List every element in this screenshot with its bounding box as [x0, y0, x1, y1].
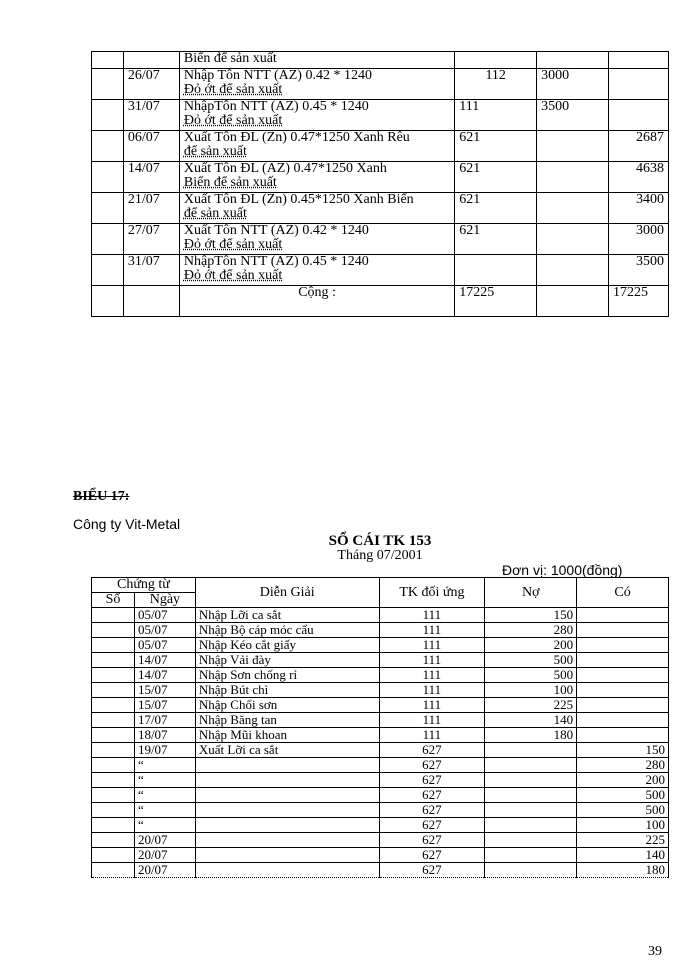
ledger-tk: 111	[379, 608, 485, 623]
ledger-row	[92, 698, 669, 713]
ledger-so	[92, 833, 135, 848]
top-tk: 621	[455, 131, 537, 162]
ledger-dien-giai	[195, 833, 379, 848]
ledger-no: 280	[485, 623, 577, 638]
ledger-ngay: 17/07	[134, 713, 195, 728]
ledger-row	[92, 638, 669, 653]
ledger-co: 225	[577, 833, 669, 848]
ledger-so	[92, 623, 135, 638]
ledger-no	[485, 773, 577, 788]
header-no: Nợ	[485, 578, 577, 608]
top-total-tk: 17225	[455, 286, 537, 317]
ledger-tk: 627	[379, 788, 485, 803]
ledger-dien-giai: Nhập Băng tan	[195, 713, 379, 728]
ledger-so	[92, 698, 135, 713]
top-tk: 111	[455, 100, 537, 131]
top-tk: 112	[455, 69, 537, 100]
ledger-row	[92, 728, 669, 743]
top-co: 3000	[609, 224, 669, 255]
ledger-ngay: 20/07	[134, 833, 195, 848]
ledger-row	[92, 758, 669, 773]
ledger-so	[92, 668, 135, 683]
ledger-dien-giai: Nhập Kéo cắt giấy	[195, 638, 379, 653]
top-table-row	[92, 193, 669, 224]
ledger-no: 150	[485, 608, 577, 623]
ledger-co: 200	[577, 773, 669, 788]
ledger-no	[485, 863, 577, 878]
ledger-no: 200	[485, 638, 577, 653]
top-date: 21/07	[123, 193, 179, 224]
company-name: Công ty Vit-Metal	[73, 516, 181, 532]
top-date: 26/07	[123, 69, 179, 100]
top-description	[179, 52, 454, 69]
top-desc-line2: Đỏ ớt để sản xuất	[183, 237, 283, 252]
top-table-row	[92, 131, 669, 162]
ledger-tk: 627	[379, 818, 485, 833]
ledger-co: 150	[577, 743, 669, 758]
top-no	[537, 224, 609, 255]
ledger-co: 500	[577, 803, 669, 818]
top-no: 3500	[537, 100, 609, 131]
ledger-row	[92, 848, 669, 863]
top-desc-line1: Xuất Tôn ĐL (Zn) 0.45*1250 Xanh Biển	[183, 192, 414, 207]
top-no	[537, 162, 609, 193]
top-desc-line1: NhậpTôn NTT (AZ) 0.45 * 1240	[183, 254, 369, 269]
ledger-dien-giai	[195, 788, 379, 803]
top-total-co: 17225	[609, 286, 669, 317]
top-desc-line1: Nhập Tôn NTT (AZ) 0.42 * 1240	[183, 68, 372, 83]
ledger-co	[577, 683, 669, 698]
ledger-dien-giai: Nhập Chổi sơn	[195, 698, 379, 713]
ledger-so	[92, 848, 135, 863]
top-co: 3400	[609, 193, 669, 224]
ledger-ngay: 15/07	[134, 683, 195, 698]
ledger-co	[577, 668, 669, 683]
ledger-dien-giai	[195, 803, 379, 818]
ledger-ngay: 19/07	[134, 743, 195, 758]
top-date	[123, 52, 179, 69]
top-date: 27/07	[123, 224, 179, 255]
top-desc-line2: Đỏ ớt để sản xuất	[183, 82, 283, 97]
header-co: Có	[577, 578, 669, 608]
top-description	[179, 162, 454, 193]
ledger-tk: 627	[379, 833, 485, 848]
ledger-tk: 111	[379, 698, 485, 713]
ledger-ngay: 05/07	[134, 608, 195, 623]
header-so: Số	[92, 593, 135, 608]
top-table-row	[92, 224, 669, 255]
ledger-ngay: 20/07	[134, 848, 195, 863]
ledger-dien-giai: Nhập Bộ cáp móc cẩu	[195, 623, 379, 638]
ledger-ngay: “	[134, 818, 195, 833]
top-empty-cell	[537, 286, 609, 317]
top-co	[609, 52, 669, 69]
top-co	[609, 69, 669, 100]
top-no	[537, 255, 609, 286]
ledger-no	[485, 758, 577, 773]
ledger-ngay: 05/07	[134, 623, 195, 638]
top-desc-line2: để sản xuất	[183, 206, 247, 221]
top-date: 31/07	[123, 255, 179, 286]
header-ngay: Ngày	[134, 593, 195, 608]
ledger-row	[92, 713, 669, 728]
top-ledger-table	[91, 51, 669, 317]
ledger-so	[92, 683, 135, 698]
ledger-row	[92, 788, 669, 803]
ledger-dien-giai	[195, 863, 379, 878]
ledger-no: 100	[485, 683, 577, 698]
ledger-row	[92, 623, 669, 638]
top-tk	[455, 52, 537, 69]
ledger-tk: 627	[379, 743, 485, 758]
ledger-title: SỔ CÁI TK 153	[328, 533, 432, 549]
ledger-co	[577, 638, 669, 653]
top-tk	[455, 255, 537, 286]
ledger-so	[92, 818, 135, 833]
top-empty-cell	[92, 162, 124, 193]
ledger-so	[92, 743, 135, 758]
top-co	[609, 100, 669, 131]
top-description	[179, 193, 454, 224]
top-table-row	[92, 69, 669, 100]
ledger-ngay: “	[134, 758, 195, 773]
top-empty-cell	[92, 69, 124, 100]
ledger-no: 500	[485, 653, 577, 668]
top-desc-line2: Biển để sản xuất	[183, 175, 277, 190]
ledger-ngay: 20/07	[134, 863, 195, 878]
top-no	[537, 52, 609, 69]
ledger-ngay: “	[134, 803, 195, 818]
ledger-table-tk153	[91, 577, 669, 878]
ledger-tk: 111	[379, 713, 485, 728]
ledger-so	[92, 803, 135, 818]
ledger-tk: 627	[379, 758, 485, 773]
ledger-tk: 111	[379, 683, 485, 698]
ledger-no: 500	[485, 668, 577, 683]
ledger-tk: 627	[379, 863, 485, 878]
ledger-co	[577, 728, 669, 743]
ledger-no: 180	[485, 728, 577, 743]
ledger-ngay: 18/07	[134, 728, 195, 743]
top-desc-line2: Đỏ ớt để sản xuất	[183, 113, 283, 128]
top-date: 31/07	[123, 100, 179, 131]
top-desc-line2: để sản xuất	[183, 144, 247, 159]
top-tk: 621	[455, 224, 537, 255]
top-table-row	[92, 52, 669, 69]
ledger-month: Tháng 07/2001	[337, 548, 423, 563]
ledger-co	[577, 698, 669, 713]
top-desc-line1: NhậpTôn NTT (AZ) 0.45 * 1240	[183, 99, 369, 114]
ledger-dien-giai: Nhập Lỡi ca sắt	[195, 608, 379, 623]
top-desc-line2: Đỏ ớt để sản xuất	[183, 268, 283, 283]
ledger-dien-giai: Nhập Sơn chống rỉ	[195, 668, 379, 683]
top-table-row	[92, 100, 669, 131]
ledger-row	[92, 683, 669, 698]
header-chung-tu: Chứng từ	[92, 578, 196, 593]
header-dien-giai: Diễn Giải	[195, 578, 379, 608]
ledger-tk: 111	[379, 668, 485, 683]
top-desc-line1: Xuất Tôn NTT (AZ) 0.42 * 1240	[183, 223, 369, 238]
ledger-dien-giai	[195, 758, 379, 773]
ledger-ngay: “	[134, 788, 195, 803]
top-co: 4638	[609, 162, 669, 193]
top-description	[179, 100, 454, 131]
ledger-co	[577, 623, 669, 638]
ledger-co	[577, 608, 669, 623]
ledger-so	[92, 638, 135, 653]
top-tk: 621	[455, 193, 537, 224]
ledger-row	[92, 863, 669, 878]
ledger-no	[485, 743, 577, 758]
ledger-co: 280	[577, 758, 669, 773]
ledger-tk: 627	[379, 803, 485, 818]
ledger-so	[92, 773, 135, 788]
ledger-so	[92, 788, 135, 803]
ledger-no	[485, 848, 577, 863]
top-date: 06/07	[123, 131, 179, 162]
ledger-dien-giai: Xuất Lỡi ca sắt	[195, 743, 379, 758]
ledger-so	[92, 608, 135, 623]
top-empty-cell	[92, 224, 124, 255]
ledger-tk: 111	[379, 728, 485, 743]
ledger-ngay: 15/07	[134, 698, 195, 713]
ledger-row	[92, 833, 669, 848]
top-description	[179, 224, 454, 255]
ledger-co	[577, 713, 669, 728]
ledger-co: 140	[577, 848, 669, 863]
ledger-row	[92, 803, 669, 818]
top-table-row	[92, 162, 669, 193]
top-description	[179, 69, 454, 100]
ledger-tk: 111	[379, 638, 485, 653]
top-co: 2687	[609, 131, 669, 162]
header-tk-doi-ung: TK đối ứng	[379, 578, 485, 608]
top-no: 3000	[537, 69, 609, 100]
ledger-ngay: 05/07	[134, 638, 195, 653]
ledger-no: 140	[485, 713, 577, 728]
top-co: 3500	[609, 255, 669, 286]
ledger-row	[92, 653, 669, 668]
ledger-co: 180	[577, 863, 669, 878]
ledger-co	[577, 653, 669, 668]
top-empty-cell	[92, 286, 124, 317]
ledger-dien-giai: Nhập Bút chì	[195, 683, 379, 698]
ledger-no	[485, 803, 577, 818]
ledger-dien-giai: Nhập Mũi khoan	[195, 728, 379, 743]
ledger-so	[92, 758, 135, 773]
ledger-co: 100	[577, 818, 669, 833]
ledger-so	[92, 653, 135, 668]
top-empty-cell	[92, 52, 124, 69]
ledger-no	[485, 833, 577, 848]
ledger-row	[92, 743, 669, 758]
ledger-row	[92, 608, 669, 623]
ledger-dien-giai: Nhập Vải đày	[195, 653, 379, 668]
currency-unit: Đơn vị: 1000(đồng)	[502, 562, 623, 578]
top-empty-cell	[92, 255, 124, 286]
ledger-so	[92, 713, 135, 728]
top-tk: 621	[455, 162, 537, 193]
top-desc-line1: Xuất Tôn ĐL (Zn) 0.47*1250 Xanh Rêu	[183, 130, 410, 145]
ledger-no	[485, 818, 577, 833]
top-description	[179, 255, 454, 286]
ledger-ngay: 14/07	[134, 668, 195, 683]
top-empty-cell	[92, 100, 124, 131]
top-desc-line1: Biển để sản xuất	[183, 51, 277, 66]
top-date: 14/07	[123, 162, 179, 193]
ledger-so	[92, 863, 135, 878]
ledger-no: 225	[485, 698, 577, 713]
exhibit-label: BIỂU 17:	[73, 489, 130, 504]
ledger-row	[92, 818, 669, 833]
ledger-dien-giai	[195, 773, 379, 788]
top-no	[537, 131, 609, 162]
top-desc-line1: Xuất Tôn ĐL (AZ) 0.47*1250 Xanh	[183, 161, 387, 176]
ledger-row	[92, 668, 669, 683]
top-description	[179, 131, 454, 162]
top-empty-cell	[92, 131, 124, 162]
ledger-tk: 627	[379, 773, 485, 788]
page-number: 39	[648, 944, 662, 959]
ledger-no	[485, 788, 577, 803]
ledger-so	[92, 728, 135, 743]
ledger-tk: 627	[379, 848, 485, 863]
top-empty-cell	[123, 286, 179, 317]
ledger-tk: 111	[379, 653, 485, 668]
top-total-label: Cộng :	[179, 286, 454, 317]
ledger-ngay: “	[134, 773, 195, 788]
ledger-ngay: 14/07	[134, 653, 195, 668]
top-table-row	[92, 255, 669, 286]
top-no	[537, 193, 609, 224]
ledger-row	[92, 773, 669, 788]
ledger-co: 500	[577, 788, 669, 803]
ledger-dien-giai	[195, 818, 379, 833]
top-total-row	[92, 286, 669, 317]
ledger-dien-giai	[195, 848, 379, 863]
ledger-tk: 111	[379, 623, 485, 638]
top-empty-cell	[92, 193, 124, 224]
